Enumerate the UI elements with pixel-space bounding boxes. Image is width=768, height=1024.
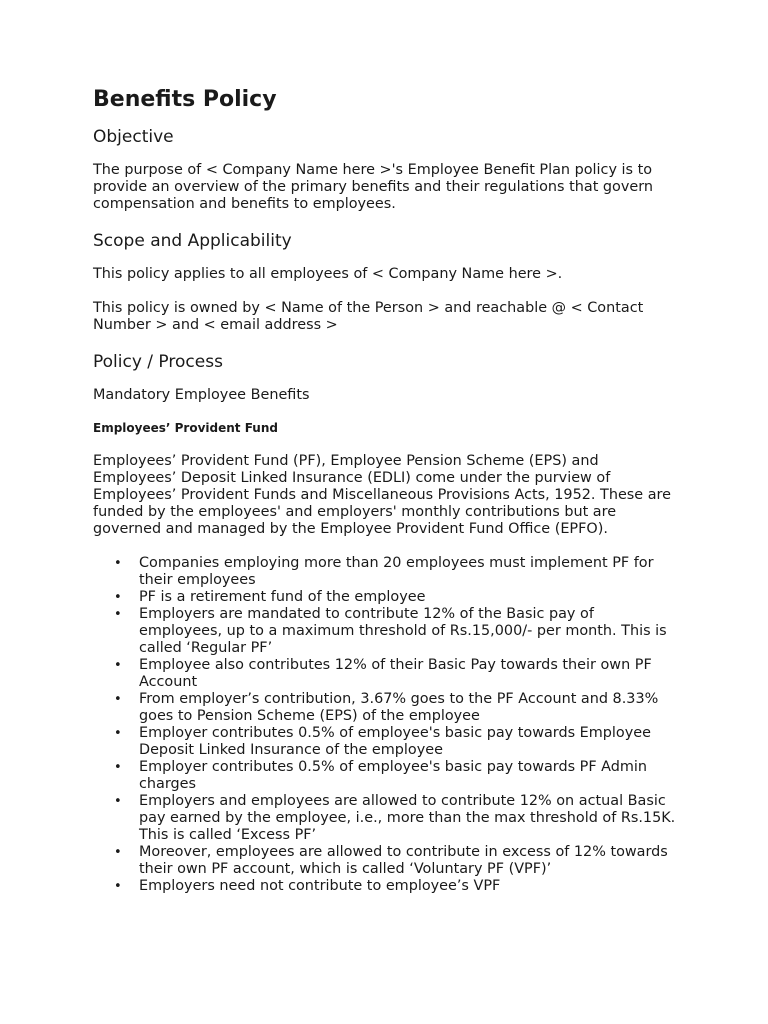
document-page xyxy=(93,86,678,895)
list-item-text: Employers need not contribute to employee’s VPF xyxy=(139,878,501,894)
objective-heading: Objective xyxy=(93,127,174,147)
scope-paragraph-1: This policy applies to all employees of < Company Name here >. xyxy=(93,266,563,282)
list-item-text: From employer’s contribution, 3.67% goes to the PF Account and 8.33% goes to Pension Scheme (EPS) of the employee xyxy=(139,691,659,724)
document-title: Benefits Policy xyxy=(93,87,277,112)
bullet-icon: • xyxy=(114,845,122,860)
scope-heading: Scope and Applicability xyxy=(93,231,292,251)
bullet-icon: • xyxy=(114,590,122,605)
bullet-icon: • xyxy=(114,879,122,894)
list-item-text: Moreover, employees are allowed to contribute in excess of 12% towards their own PF account, which is called ‘Voluntary PF (VPF)’ xyxy=(139,844,668,877)
provident-fund-bullet-list xyxy=(93,555,678,895)
bullet-icon: • xyxy=(114,794,122,809)
list-item xyxy=(93,878,678,895)
list-item-text: Employers are mandated to contribute 12% of the Basic pay of employees, up to a maximum threshold of Rs.15,000/- per month. This is called ‘Regular PF’ xyxy=(139,606,667,656)
list-item xyxy=(93,844,678,878)
list-item xyxy=(93,691,678,725)
bullet-icon: • xyxy=(114,607,122,622)
provident-fund-intro: Employees’ Provident Fund (PF), Employee Pension Scheme (EPS) and Employees’ Deposit Linked Insurance (EDLI) come under the purview of Employees’ Provident Funds and Miscellaneous Provisions Acts, 1952. These are funded by the employees' and employers' monthly contributions but are governed and managed by the Employee Provident Fund Office (EPFO). xyxy=(93,453,671,537)
list-item-text: Companies employing more than 20 employees must implement PF for their employees xyxy=(139,555,654,588)
list-item-text: Employee also contributes 12% of their Basic Pay towards their own PF Account xyxy=(139,657,652,690)
scope-paragraph-2: This policy is owned by < Name of the Person > and reachable @ < Contact Number > and < email address > xyxy=(93,300,644,333)
bullet-icon: • xyxy=(114,726,122,741)
list-item xyxy=(93,555,678,589)
list-item-text: PF is a retirement fund of the employee xyxy=(139,589,426,605)
list-item xyxy=(93,589,678,606)
list-item xyxy=(93,657,678,691)
list-item xyxy=(93,793,678,844)
list-item xyxy=(93,759,678,793)
objective-text: The purpose of < Company Name here >'s Employee Benefit Plan policy is to provide an overview of the primary benefits and their regulations that govern compensation and benefits to employees. xyxy=(93,162,654,212)
mandatory-benefits-subheading: Mandatory Employee Benefits xyxy=(93,387,310,403)
bullet-icon: • xyxy=(114,692,122,707)
bullet-icon: • xyxy=(114,760,122,775)
provident-fund-heading: Employees’ Provident Fund xyxy=(93,421,278,435)
bullet-icon: • xyxy=(114,658,122,673)
list-item xyxy=(93,606,678,657)
list-item xyxy=(93,725,678,759)
list-item-text: Employer contributes 0.5% of employee's basic pay towards Employee Deposit Linked Insurance of the employee xyxy=(139,725,651,758)
bullet-icon: • xyxy=(114,556,122,571)
list-item-text: Employer contributes 0.5% of employee's basic pay towards PF Admin charges xyxy=(139,759,648,792)
list-item-text: Employers and employees are allowed to contribute 12% on actual Basic pay earned by the employee, i.e., more than the max threshold of Rs.15K. This is called ‘Excess PF’ xyxy=(139,793,676,843)
policy-heading: Policy / Process xyxy=(93,352,223,372)
